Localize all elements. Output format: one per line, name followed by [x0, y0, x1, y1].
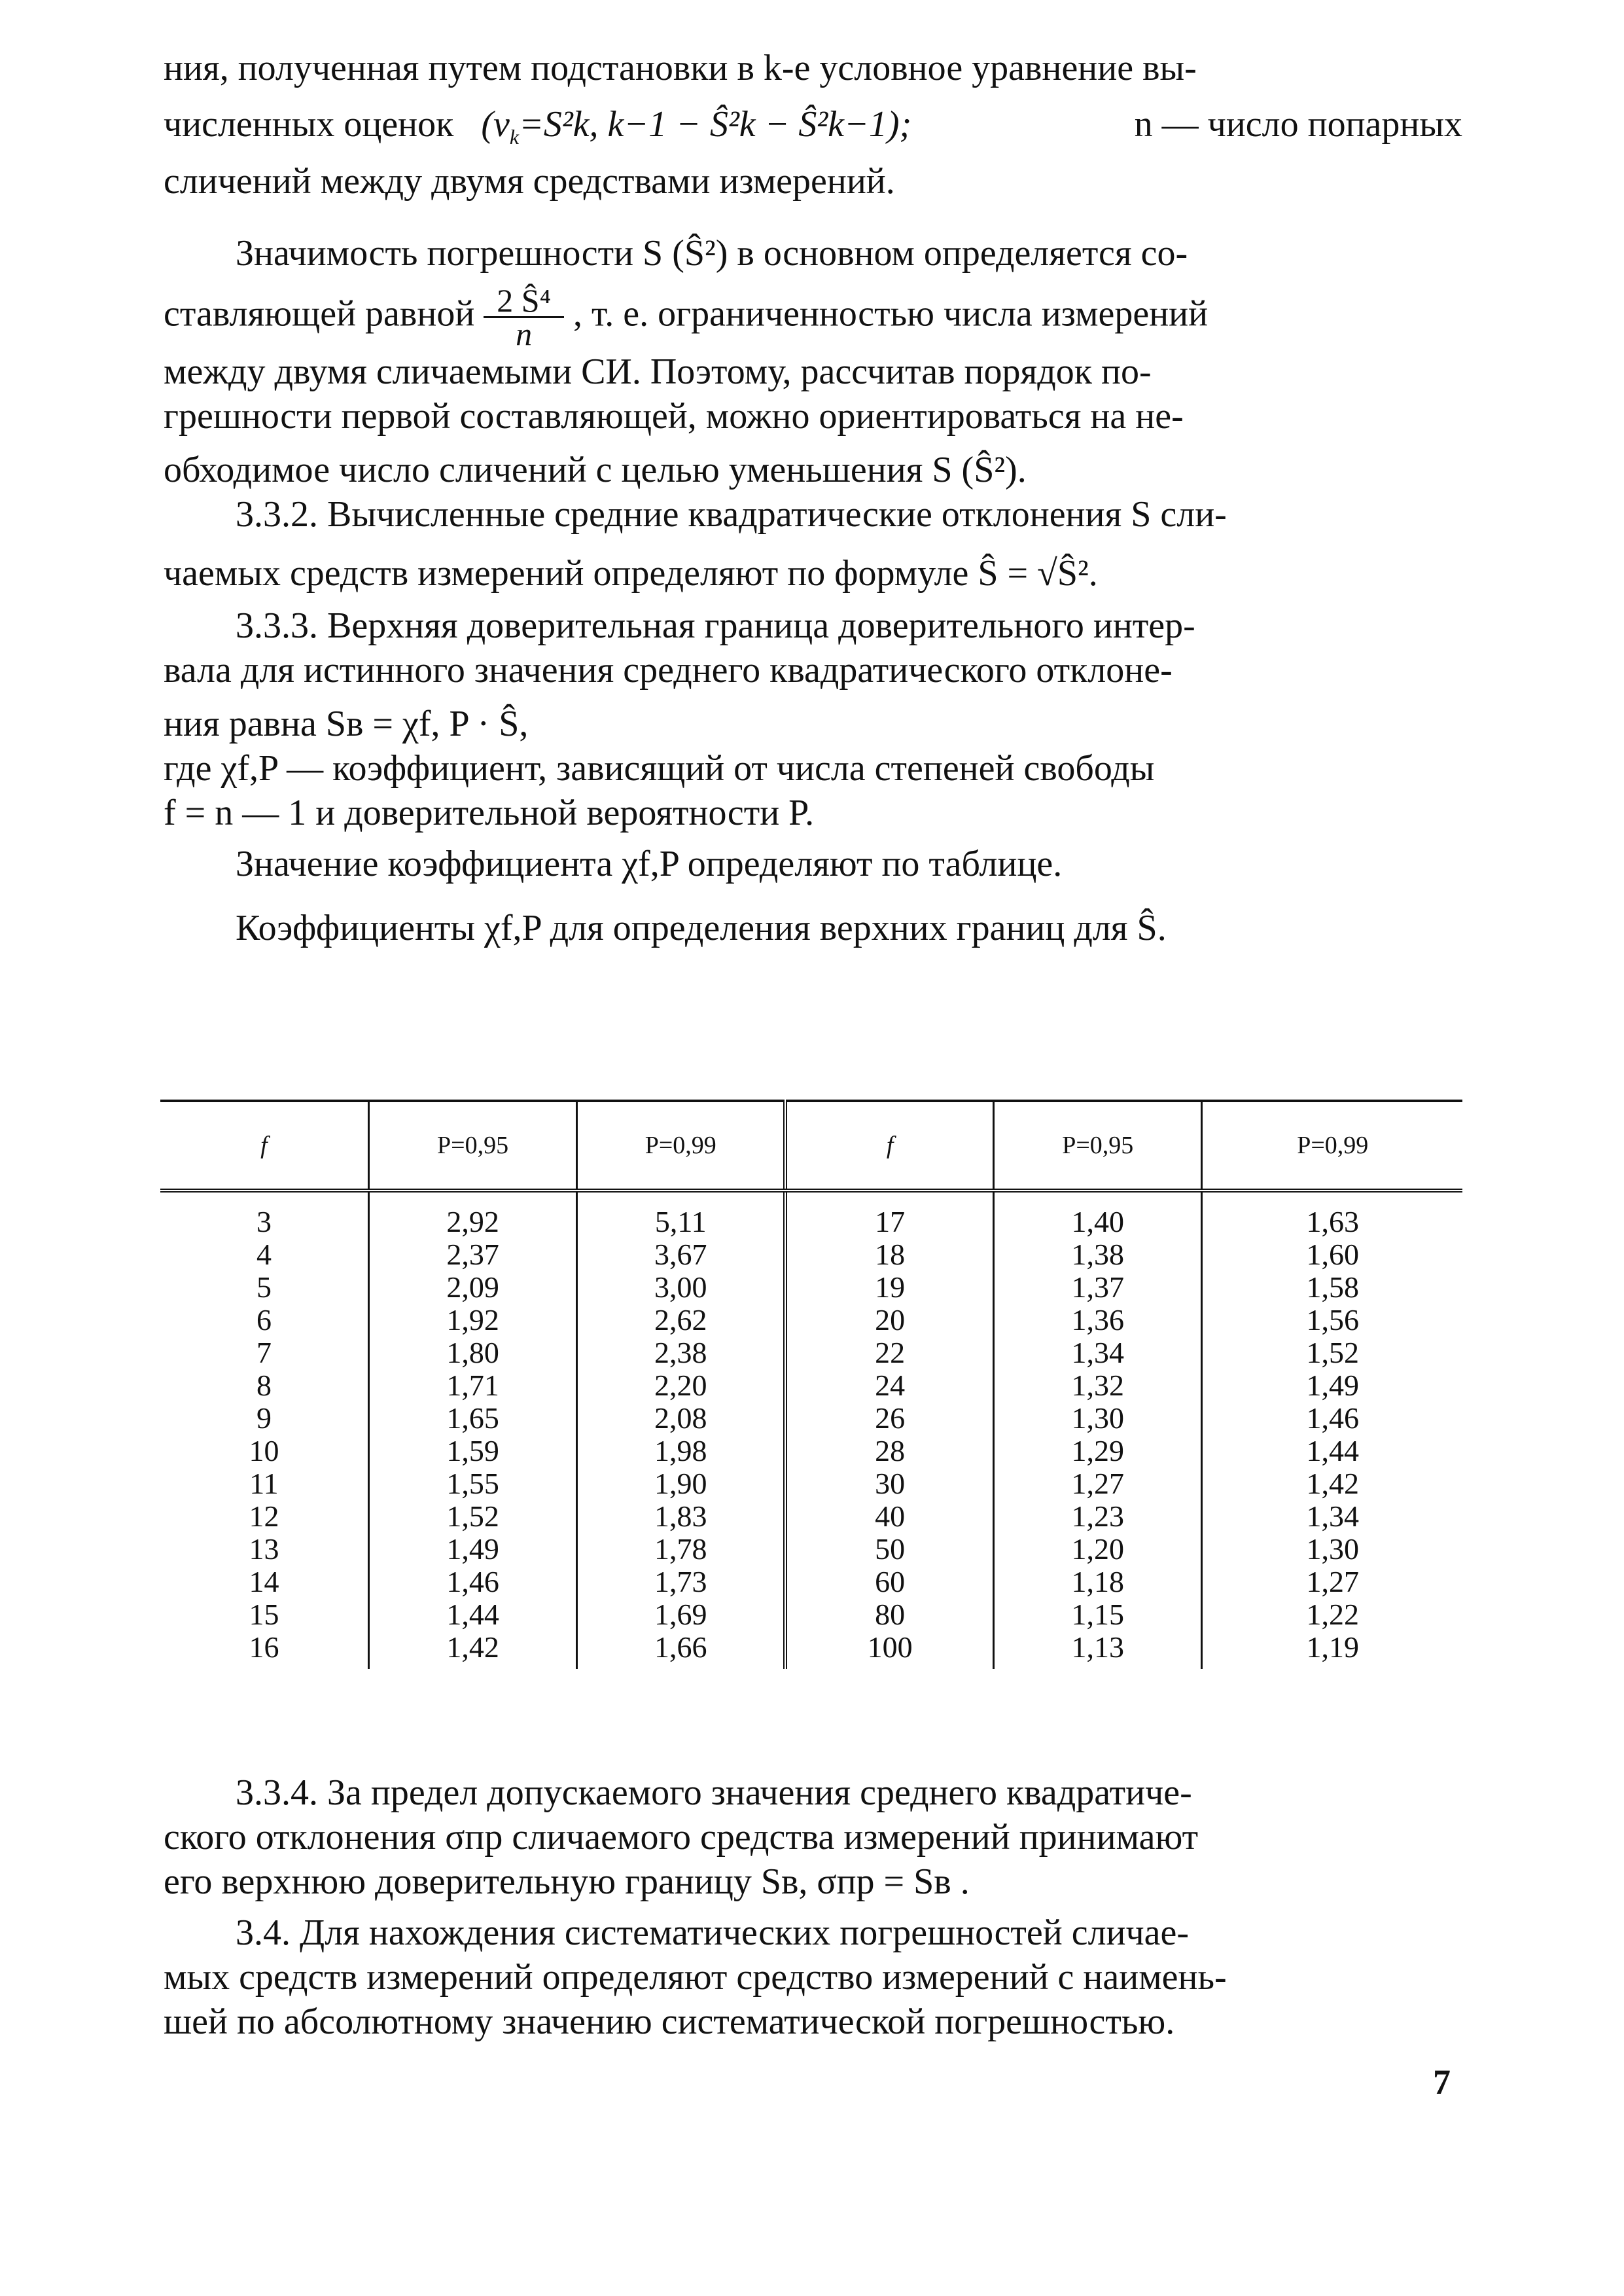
- p4-line1: 3.3.3. Верхняя доверительная граница доверительного интер-: [236, 605, 1195, 647]
- table-cell: 1,52: [446, 1499, 499, 1533]
- p2-line3: между двумя сличаемыми СИ. Поэтому, рассчитав порядок по-: [164, 351, 1152, 393]
- col-f-left: [160, 1191, 368, 1669]
- table-cell: 1,69: [654, 1598, 707, 1631]
- table-cell: 17: [875, 1205, 906, 1238]
- p1-line2b: n — число попарных: [1134, 104, 1462, 145]
- p1-line3: сличений между двумя средствами измерений.: [164, 161, 895, 202]
- table-cell: 1,23: [1071, 1499, 1124, 1533]
- header-p095-left: P=0,95: [368, 1101, 576, 1191]
- table-cell: 14: [249, 1565, 279, 1598]
- col-p099-right: [1202, 1191, 1462, 1669]
- table-cell: 2,37: [446, 1238, 499, 1271]
- table-cell: 26: [875, 1401, 906, 1435]
- p6-line1: Значение коэффициента χf,P определяют по таблице.: [236, 844, 1063, 885]
- bottom-text: [164, 1770, 1462, 2044]
- table-cell: 1,78: [654, 1532, 707, 1566]
- table-cell: 1,92: [446, 1303, 499, 1336]
- table-cell: 1,52: [1306, 1336, 1359, 1369]
- col-p095-right: [994, 1191, 1202, 1669]
- table-cell: 3,67: [654, 1238, 707, 1271]
- p8-line3: шей по абсолютному значению систематической погрешностью.: [164, 2001, 1175, 2042]
- header-f-left: f: [160, 1101, 368, 1191]
- table-cell: 2,08: [654, 1401, 707, 1435]
- p7-line1: 3.3.4. За предел допускаемого значения среднего квадратиче-: [236, 1772, 1192, 1813]
- table-cell: 1,55: [446, 1467, 499, 1500]
- table-cell: 1,60: [1306, 1238, 1359, 1271]
- table-cell: 60: [875, 1565, 906, 1598]
- p1-formula: ($v_k=S^2k$, k−1 − Ŝ²k − Ŝ²k−1);: [481, 104, 912, 149]
- table-cell: 3,00: [654, 1270, 707, 1304]
- table-cell: 28: [875, 1434, 906, 1467]
- table-cell: 1,46: [1306, 1401, 1359, 1435]
- table-cell: 13: [249, 1532, 279, 1566]
- table-cell: 30: [875, 1467, 906, 1500]
- table-cell: 80: [875, 1598, 906, 1631]
- table-cell: 1,73: [654, 1565, 707, 1598]
- table-cell: 1,34: [1306, 1499, 1359, 1533]
- table-cell: 1,42: [1306, 1467, 1359, 1500]
- table-cell: 1,32: [1071, 1369, 1124, 1402]
- table-cell: 1,40: [1071, 1205, 1124, 1238]
- p7-line3: его верхнюю доверительную границу Sв, σпр = Sв .: [164, 1861, 970, 1902]
- table-cell: 3: [256, 1205, 272, 1238]
- table-cell: 1,44: [446, 1598, 499, 1631]
- header-p095-right: P=0,95: [994, 1101, 1202, 1191]
- p3-line1: 3.3.2. Вычисленные средние квадратические отклонения S сли-: [236, 494, 1227, 535]
- table-cell: 1,66: [654, 1630, 707, 1664]
- table-cell: 1,42: [446, 1630, 499, 1664]
- table-cell: 1,22: [1306, 1598, 1359, 1631]
- table-cell: 8: [256, 1369, 272, 1402]
- table-cell: 11: [249, 1467, 279, 1500]
- table-cell: 1,36: [1071, 1303, 1124, 1336]
- table-cell: 2,38: [654, 1336, 707, 1369]
- table-cell: 18: [875, 1238, 906, 1271]
- table-caption: Коэффициенты χf,P для определения верхних границ для Ŝ.: [236, 908, 1167, 949]
- p5-line1: где χf,P — коэффициент, зависящий от числа степеней свободы: [164, 748, 1155, 789]
- p5-line2: f = n — 1 и доверительной вероятности P.: [164, 793, 815, 834]
- table-body-row: [160, 1191, 1462, 1669]
- table-cell: 40: [875, 1499, 906, 1533]
- p2-line4: грешности первой составляющей, можно ориентироваться на не-: [164, 396, 1184, 437]
- p8-line2: мых средств измерений определяют средство измерений с наимень-: [164, 1957, 1227, 1998]
- table-cell: 1,56: [1306, 1303, 1359, 1336]
- p2-line5: обходимое число сличений с целью уменьшения S (Ŝ²).: [164, 450, 1027, 491]
- table-cell: 24: [875, 1369, 906, 1402]
- header-p099-left: P=0,99: [577, 1101, 785, 1191]
- table-cell: 1,20: [1071, 1532, 1124, 1566]
- table-cell: 19: [875, 1270, 906, 1304]
- header-p099-right: P=0,99: [1202, 1101, 1462, 1191]
- table-cell: 1,49: [446, 1532, 499, 1566]
- p3-line2: чаемых средств измерений определяют по формуле Ŝ = √Ŝ².: [164, 553, 1098, 594]
- page-number: 7: [1433, 2062, 1451, 2102]
- table-cell: 9: [256, 1401, 272, 1435]
- table-cell: 1,29: [1071, 1434, 1124, 1467]
- table-cell: 100: [867, 1630, 913, 1664]
- col-p095-left: [368, 1191, 576, 1669]
- table-cell: 1,46: [446, 1565, 499, 1598]
- table-cell: 1,19: [1306, 1630, 1359, 1664]
- table-cell: 1,83: [654, 1499, 707, 1533]
- p2-fraction: $\frac{\text{2 Ŝ⁴}}{n}$: [484, 285, 564, 350]
- table-cell: 2,62: [654, 1303, 707, 1336]
- table-cell: 1,38: [1071, 1238, 1124, 1271]
- table-cell: 5,11: [654, 1205, 707, 1238]
- table-cell: 1,30: [1306, 1532, 1359, 1566]
- table-cell: 1,58: [1306, 1270, 1359, 1304]
- p7-line2: ского отклонения σпр сличаемого средства измерений принимают: [164, 1817, 1199, 1857]
- table-cell: 7: [256, 1336, 272, 1369]
- p2-line2b: , т. е. ограниченностью числа измерений: [573, 293, 1209, 334]
- p1-line2: [164, 102, 1462, 159]
- table-cell: 1,49: [1306, 1369, 1359, 1402]
- table-cell: 1,98: [654, 1434, 707, 1467]
- p2-line1: Значимость погрешности S (Ŝ²) в основном определяется со-: [236, 233, 1188, 274]
- p2-line2: [164, 282, 1462, 353]
- table-cell: 1,71: [446, 1369, 499, 1402]
- p4-line3: ния равна Sв = χf, P · Ŝ,: [164, 704, 529, 745]
- table-cell: 10: [249, 1434, 279, 1467]
- table-cell: 1,13: [1071, 1630, 1124, 1664]
- table-cell: 1,34: [1071, 1336, 1124, 1369]
- header-f-right: f: [785, 1101, 993, 1191]
- p1-line2a: численных оценок: [164, 104, 454, 145]
- p4-line2: вала для истинного значения среднего квадратического отклоне-: [164, 650, 1173, 691]
- table-cell: 12: [249, 1499, 279, 1533]
- table-cell: 22: [875, 1336, 906, 1369]
- table-cell: 1,30: [1071, 1401, 1124, 1435]
- table-cell: 1,18: [1071, 1565, 1124, 1598]
- coefficient-table: [160, 1100, 1462, 1669]
- table-cell: 5: [256, 1270, 272, 1304]
- table-cell: 4: [256, 1238, 272, 1271]
- p8-line1: 3.4. Для нахождения систематических погрешностей сличае-: [236, 1912, 1190, 1953]
- table-cell: 20: [875, 1303, 906, 1336]
- table-cell: 1,27: [1071, 1467, 1124, 1500]
- table-cell: 2,09: [446, 1270, 499, 1304]
- table-cell: 1,59: [446, 1434, 499, 1467]
- table-cell: 1,44: [1306, 1434, 1359, 1467]
- table-cell: 2,92: [446, 1205, 499, 1238]
- table-cell: 1,27: [1306, 1565, 1359, 1598]
- table-cell: 1,65: [446, 1401, 499, 1435]
- table-cell: 1,15: [1071, 1598, 1124, 1631]
- table-cell: 2,20: [654, 1369, 707, 1402]
- p2-line2a: ставляющей равной: [164, 293, 475, 334]
- table-cell: 1,80: [446, 1336, 499, 1369]
- table-cell: 16: [249, 1630, 279, 1664]
- table-cell: 6: [256, 1303, 272, 1336]
- table-header-row: [160, 1101, 1462, 1191]
- col-p099-left: [577, 1191, 785, 1669]
- top-text: [164, 46, 1462, 950]
- table-cell: 50: [875, 1532, 906, 1566]
- table-cell: 1,37: [1071, 1270, 1124, 1304]
- table-cell: 15: [249, 1598, 279, 1631]
- col-f-right: [785, 1191, 993, 1669]
- p1-line1: ния, полученная путем подстановки в k-е условное уравнение вы-: [164, 48, 1197, 88]
- table-cell: 1,90: [654, 1467, 707, 1500]
- table-cell: 1,63: [1306, 1205, 1359, 1238]
